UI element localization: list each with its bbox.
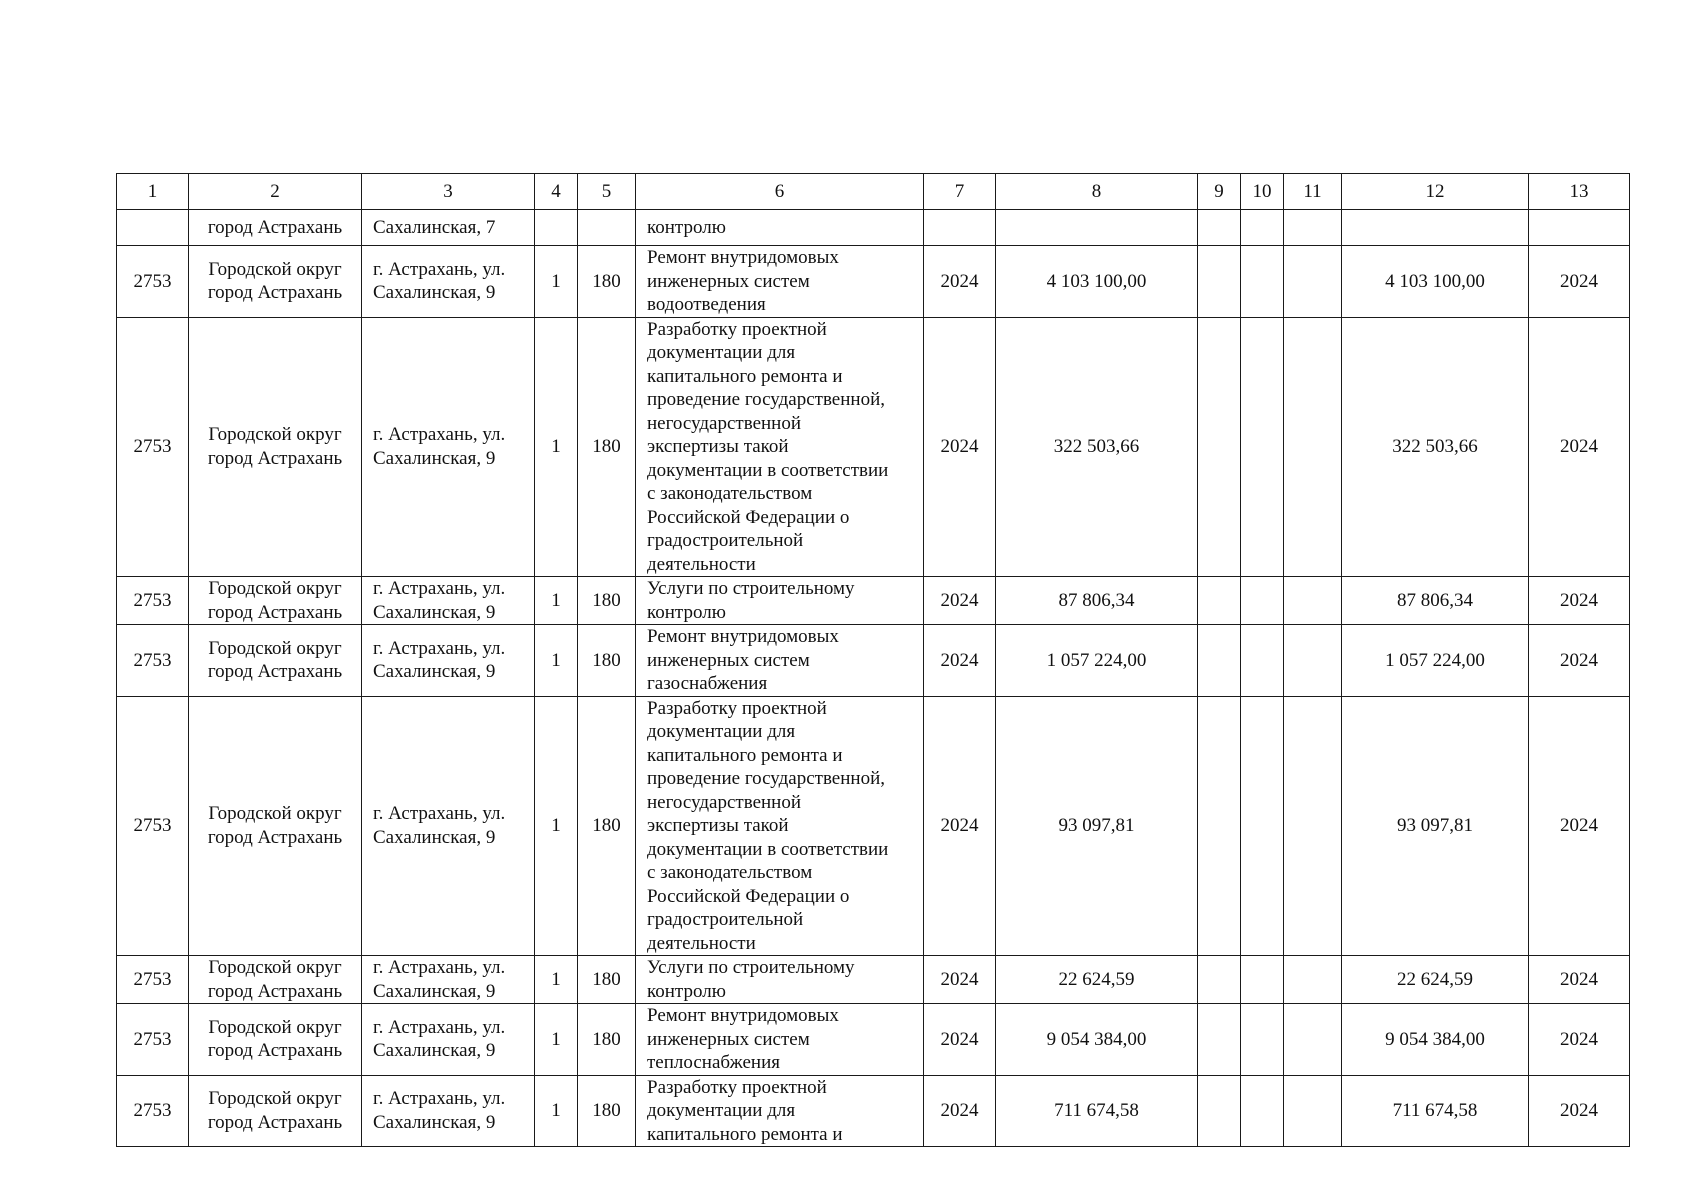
- cost: 4 103 100,00: [996, 246, 1198, 318]
- table-row: [117, 317, 1630, 577]
- col-4: 1: [535, 577, 578, 625]
- table-row: [117, 210, 1630, 246]
- col-11: [1284, 246, 1342, 318]
- year: 2024: [924, 577, 996, 625]
- program-table: [116, 173, 1630, 1147]
- address: г. Астрахань, ул. Сахалинская, 9: [362, 625, 535, 697]
- col-9: [1198, 696, 1241, 956]
- header-cell: 6: [636, 174, 924, 210]
- column-number-header: [117, 174, 1630, 210]
- col-11: [1284, 1075, 1342, 1147]
- cost: 9 054 384,00: [996, 1004, 1198, 1076]
- municipality: Городской округ город Астрахань: [189, 1004, 362, 1076]
- col-5: 180: [578, 956, 636, 1004]
- col-4: 1: [535, 956, 578, 1004]
- col-9: [1198, 317, 1241, 577]
- row-id: 2753: [117, 1075, 189, 1147]
- col-11: [1284, 317, 1342, 577]
- year: 2024: [924, 1004, 996, 1076]
- row-id: 2753: [117, 246, 189, 318]
- col-9: [1198, 1004, 1241, 1076]
- year: [924, 210, 996, 246]
- col-10: [1241, 696, 1284, 956]
- col-5: 180: [578, 1004, 636, 1076]
- work-description: Разработку проектной документации для капитального ремонта и проведение государственной, негосударственной экспертизы такой документации в соответствии с законодательством Российской Федерации о градостроительной деятельности: [636, 317, 924, 577]
- work-description: Услуги по строительному контролю: [636, 956, 924, 1004]
- col-9: [1198, 625, 1241, 697]
- table-row: [117, 1004, 1630, 1076]
- col-11: [1284, 577, 1342, 625]
- table-row: [117, 956, 1630, 1004]
- year: 2024: [924, 956, 996, 1004]
- col-5: 180: [578, 317, 636, 577]
- row-id: 2753: [117, 317, 189, 577]
- row-id: 2753: [117, 1004, 189, 1076]
- header-cell: 9: [1198, 174, 1241, 210]
- row-id: 2753: [117, 696, 189, 956]
- cost-total: 9 054 384,00: [1342, 1004, 1529, 1076]
- header-cell: 10: [1241, 174, 1284, 210]
- address: г. Астрахань, ул. Сахалинская, 9: [362, 1075, 535, 1147]
- address: г. Астрахань, ул. Сахалинская, 9: [362, 577, 535, 625]
- header-cell: 8: [996, 174, 1198, 210]
- cost-total: [1342, 210, 1529, 246]
- col-11: [1284, 1004, 1342, 1076]
- cost: 1 057 224,00: [996, 625, 1198, 697]
- cost: 322 503,66: [996, 317, 1198, 577]
- col-4: 1: [535, 696, 578, 956]
- col-9: [1198, 1075, 1241, 1147]
- cost: 22 624,59: [996, 956, 1198, 1004]
- header-cell: 3: [362, 174, 535, 210]
- col-11: [1284, 210, 1342, 246]
- work-description: Ремонт внутридомовых инженерных систем газоснабжения: [636, 625, 924, 697]
- cost: 93 097,81: [996, 696, 1198, 956]
- address: г. Астрахань, ул. Сахалинская, 9: [362, 956, 535, 1004]
- row-id: 2753: [117, 625, 189, 697]
- table-row: [117, 696, 1630, 956]
- col-10: [1241, 317, 1284, 577]
- col-4: 1: [535, 246, 578, 318]
- col-4: 1: [535, 317, 578, 577]
- completion-year: 2024: [1529, 577, 1630, 625]
- work-description: контролю: [636, 210, 924, 246]
- work-description: Разработку проектной документации для капитального ремонта и: [636, 1075, 924, 1147]
- year: 2024: [924, 1075, 996, 1147]
- cost: [996, 210, 1198, 246]
- completion-year: [1529, 210, 1630, 246]
- municipality: Городской округ город Астрахань: [189, 625, 362, 697]
- col-10: [1241, 246, 1284, 318]
- cost-total: 711 674,58: [1342, 1075, 1529, 1147]
- col-10: [1241, 577, 1284, 625]
- cost-total: 87 806,34: [1342, 577, 1529, 625]
- completion-year: 2024: [1529, 246, 1630, 318]
- cost-total: 22 624,59: [1342, 956, 1529, 1004]
- header-cell: 13: [1529, 174, 1630, 210]
- col-11: [1284, 625, 1342, 697]
- completion-year: 2024: [1529, 956, 1630, 1004]
- municipality: Городской округ город Астрахань: [189, 696, 362, 956]
- col-10: [1241, 625, 1284, 697]
- municipality: Городской округ город Астрахань: [189, 1075, 362, 1147]
- year: 2024: [924, 696, 996, 956]
- cost-total: 322 503,66: [1342, 317, 1529, 577]
- work-description: Разработку проектной документации для капитального ремонта и проведение государственной, негосударственной экспертизы такой документации в соответствии с законодательством Российской Федерации о градостроительной деятельности: [636, 696, 924, 956]
- cost-total: 1 057 224,00: [1342, 625, 1529, 697]
- col-4: 1: [535, 625, 578, 697]
- col-5: 180: [578, 1075, 636, 1147]
- completion-year: 2024: [1529, 625, 1630, 697]
- work-description: Ремонт внутридомовых инженерных систем теплоснабжения: [636, 1004, 924, 1076]
- year: 2024: [924, 625, 996, 697]
- work-description: Ремонт внутридомовых инженерных систем водоотведения: [636, 246, 924, 318]
- year: 2024: [924, 317, 996, 577]
- col-9: [1198, 577, 1241, 625]
- col-9: [1198, 956, 1241, 1004]
- col-9: [1198, 246, 1241, 318]
- work-description: Услуги по строительному контролю: [636, 577, 924, 625]
- header-cell: 4: [535, 174, 578, 210]
- cost: 87 806,34: [996, 577, 1198, 625]
- col-10: [1241, 210, 1284, 246]
- address: г. Астрахань, ул. Сахалинская, 9: [362, 317, 535, 577]
- address: г. Астрахань, ул. Сахалинская, 9: [362, 1004, 535, 1076]
- municipality: город Астрахань: [189, 210, 362, 246]
- col-9: [1198, 210, 1241, 246]
- header-cell: 2: [189, 174, 362, 210]
- col-11: [1284, 956, 1342, 1004]
- header-cell: 7: [924, 174, 996, 210]
- table-row: [117, 577, 1630, 625]
- completion-year: 2024: [1529, 317, 1630, 577]
- municipality: Городской округ город Астрахань: [189, 317, 362, 577]
- municipality: Городской округ город Астрахань: [189, 246, 362, 318]
- table-row: [117, 1075, 1630, 1147]
- col-4: 1: [535, 1004, 578, 1076]
- col-5: 180: [578, 246, 636, 318]
- row-id: 2753: [117, 956, 189, 1004]
- municipality: Городской округ город Астрахань: [189, 577, 362, 625]
- cost-total: 4 103 100,00: [1342, 246, 1529, 318]
- header-cell: 11: [1284, 174, 1342, 210]
- table-row: [117, 625, 1630, 697]
- row-id: 2753: [117, 577, 189, 625]
- row-id: [117, 210, 189, 246]
- col-5: 180: [578, 696, 636, 956]
- col-4: [535, 210, 578, 246]
- col-5: 180: [578, 577, 636, 625]
- col-4: 1: [535, 1075, 578, 1147]
- col-10: [1241, 956, 1284, 1004]
- completion-year: 2024: [1529, 1075, 1630, 1147]
- year: 2024: [924, 246, 996, 318]
- col-10: [1241, 1075, 1284, 1147]
- header-cell: 1: [117, 174, 189, 210]
- cost: 711 674,58: [996, 1075, 1198, 1147]
- header-cell: 12: [1342, 174, 1529, 210]
- address: г. Астрахань, ул. Сахалинская, 9: [362, 246, 535, 318]
- col-5: 180: [578, 625, 636, 697]
- table-row: [117, 246, 1630, 318]
- col-5: [578, 210, 636, 246]
- municipality: Городской округ город Астрахань: [189, 956, 362, 1004]
- address: Сахалинская, 7: [362, 210, 535, 246]
- col-11: [1284, 696, 1342, 956]
- cost-total: 93 097,81: [1342, 696, 1529, 956]
- address: г. Астрахань, ул. Сахалинская, 9: [362, 696, 535, 956]
- completion-year: 2024: [1529, 1004, 1630, 1076]
- col-10: [1241, 1004, 1284, 1076]
- header-cell: 5: [578, 174, 636, 210]
- completion-year: 2024: [1529, 696, 1630, 956]
